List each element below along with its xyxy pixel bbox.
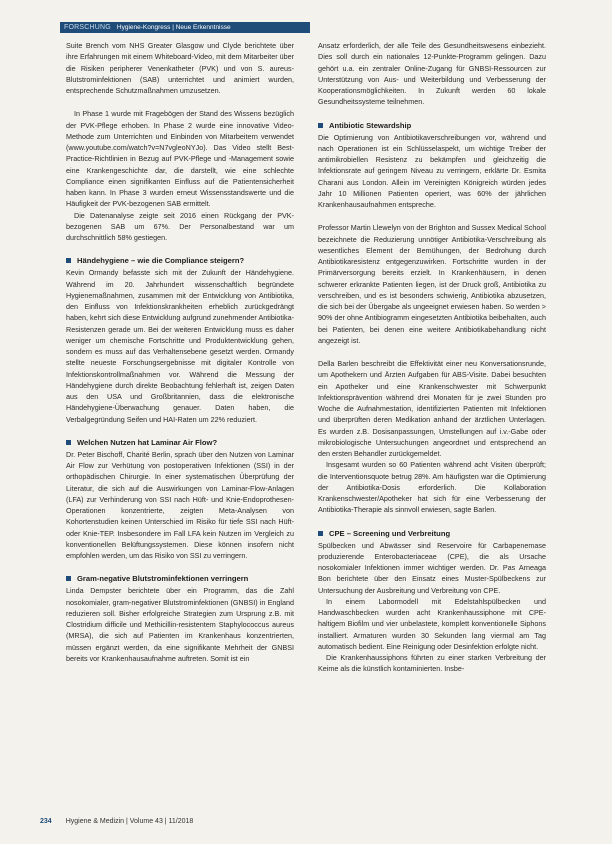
square-bullet-icon: [318, 531, 323, 536]
square-bullet-icon: [66, 258, 71, 263]
page-footer: [40, 818, 193, 825]
section-heading-gram: Gram-negative Blutstrominfektionen verringern: [66, 573, 294, 584]
article-title: Hygiene-Kongress | Neue Erkenntnisse: [116, 24, 231, 31]
section-heading-cpe: CPE – Screening und Verbreitung: [318, 528, 546, 539]
paragraph: Kevin Ormandy befasste sich mit der Zukunft der Händehygiene. Während im 20. Jahrhundert wissenschaftlich begründete Hygienemaßnahmen, zusammen mit der Entwicklung von Antibiotika, den Einfluss von Infektionskrankheiten erheblich zurückgedrängt haben, kehrt sich diese Entwicklung aufgrund zunehmender Antibiotika-Resistenzen gerade um. Bei der weiteren Entwicklung muss es daher weniger um chemische Fortschritte und Produktentwicklung gehen, sondern es muss auf das Verhaltensebene gesetzt werden. Ormandy stellte neueste Forschungsergebnisse mit digitaler Kontrolle von Infektionskontrollmaßnahmen vor. Während die Messung der Händehygiene durch direkte Beobachtung fehlerhaft ist, zeigen Daten aus den USA und Großbritannien, dass die elektronische Händehygiene-Überwachung genauer. Daten haben, die Verbalgegründung Seifen und HAI-Raten um 22% reduziert.: [66, 268, 294, 424]
paragraph: Linda Dempster berichtete über ein Programm, das die Zahl nosokomialer, gram-negativer Blutstrominfektionen (GNBSI) in England reduzieren soll. Bisher erfolgreiche Strategien zum Ursprung z.B. mit Clostridium difficile und Methicillin-resistentem Staphylococcus aureus (MRSA), die sich auf Patienten im Krankenhaus konzentrierten, müssen ergänzt werden, da eine signifikante Mehrheit der GNBSI bereits vor Krankenhausaufnahme auftreten. Somit ist ein: [66, 586, 294, 663]
paragraph: Die Datenanalyse zeigte seit 2016 einen Rückgang der PVK-bezogenen SAB um 67%. Der Personalbestand war um durchschnittlich 58% gestiegen.: [66, 210, 294, 242]
paragraph: Die Krankenhaussiphons führten zu einer starken Verbreitung der Keime als die künstlich kontaminierten. Insbe-: [318, 653, 546, 674]
journal-citation: Hygiene & Medizin | Volume 43 | 11/2018: [65, 818, 194, 825]
square-bullet-icon: [66, 440, 71, 445]
paragraph: Professor Martin Llewelyn von der Brighton and Sussex Medical School bezeichnete die Reduzierung unnötiger Antibiotika-Verschreibung als wesentliches Element der Bemühungen, der Bedrohung durch Antibiotikaresistenz entgegenzuwirken. Fortschritte wurden in der Primärversorgung bereits erzielt. In Krankenhäusern, in denen schwerer erkrankte Patienten liegen, ist der Druck groß, Antibiotika zu verschreiben, und es ist besonders schwierig, Antibiotika abzusetzen, die sich bei der Übergabe als ungeeignet erwiesen haben. So werden > 90% der ohne Antibiogramm eingesetzten Antibiotika beibehalten, auch bei Patienten, bei denen eine weitere Antibiotikabehandlung nicht angezeigt ist.: [318, 223, 546, 345]
square-bullet-icon: [66, 576, 71, 581]
section-heading-laminar: Welchen Nutzen hat Laminar Air Flow?: [66, 437, 294, 448]
section-heading-haendehygiene: Händehygiene – wie die Compliance steigern?: [66, 255, 294, 266]
square-bullet-icon: [318, 123, 323, 128]
page-number: 234: [40, 818, 52, 825]
paragraph: Insgesamt wurden so 60 Patienten während acht Visiten überprüft; die Interventionsquote betrug 28%. Am häufigsten war die Optimierung der Antibiotika-Dosis erforderlich. Die Kollaboration Krankenschwester/Apotheker hat sich für eine Verbesserung der Antibiotika-Therapie als sinnvoll erwiesen, sagte Barlen.: [318, 460, 546, 515]
paragraph: Ansatz erforderlich, der alle Teile des Gesundheitswesens einbezieht. Dies soll durch ein nationales 12-Punkte-Programm gelingen. Dazu gehört u.a. ein zentraler Online-Zugang für GNBSI-Ressourcen zur Unterstützung von Aus- und Weiterbildung und Verbesserung der Kooperationsmöglichkeiten. In Zukunft werden 60 lokale Gesundheitssysteme teilnehmen.: [318, 41, 546, 107]
paragraph: Spülbecken und Abwässer sind Reservoire für Carbapenemase produzierende Enterobacteriaceae (CPE), die als Ursache nosokomialer Infektionen immer wichtiger werden. Dr. Pas Arneaga Bon berichtete über den Einsatz eines Muster-Spülbeckens zur Untersuchung der Ausbreitung und Verbreitung von CPE.: [318, 540, 546, 595]
paragraph: Suite Brench vom NHS Greater Glasgow und Clyde berichtete über ihre Erfahrungen mit einem Whiteboard-Video, mit dem Mitarbeiter über die Risiken peripherer Venenkatheter (PVK) und von S. aureus-Blutstrominfektionen (SAB) unterrichtet und animiert wurden, entsprechende Schutzmaßnahmen umzusetzen.: [66, 41, 294, 95]
paragraph: In Phase 1 wurde mit Fragebögen der Stand des Wissens bezüglich der PVK-Pflege erhoben. In Phase 2 wurde eine innovative Video-Methode zum Unterrichten und Einbinden von Mitarbeitern verwendet (www.youtube.com/watch?v=N7vgleoNYJo). Das Video stellt Best-Practice-Richtlinien in Bezug auf PVK-Pflege und -Management sowie eine Krankengeschichte dar, die darstellt, wie eine schlechte Compliance einen signifikanten Einfluss auf die Patientensicherheit haben kann. In Phase 3 wurden erneut Wissensstandswerte und die Häufigkeit der PVK-bezogenen SAB ermittelt.: [66, 109, 294, 209]
paragraph: In einem Labormodell mit Edelstahlspülbecken und Handwaschbecken wurden acht Krankenhaussiphone mit CPE-haltigem Biofilm und vier unbelastete, komplett konventionelle Siphons installiert. Armaturen wurden 30 Sekunden lang viermal am Tag automatisch bedient. Eine Reinigung oder Desinfektion erfolgte nicht.: [318, 596, 546, 651]
paragraph: Die Optimierung von Antibiotikaverschreibungen vor, während und nach Operationen ist ein Schlüsselaspekt, um wichtige Treiber der antimikrobiellen Resistenz zu bekämpfen und gleichzeitig die Infektionsrate auf geringem Niveau zu verringern, erklärte Dr. Esmita Charani aus London. Allein im Vereinigten Königreich würden jedes Jahr 10 Millionen Patienten operiert, was 60% der jährlichen Krankenhausaufnahmen entspreche.: [318, 132, 546, 209]
section-label: FORSCHUNG: [64, 24, 111, 31]
header-bar: [60, 22, 310, 33]
paragraph: Dr. Peter Bischoff, Charité Berlin, sprach über den Nutzen von Laminar Air Flow zur Verhütung von postoperativen Infektionen (SSI) in der orthopädischen Chirurgie. In einer systematischen Überprüfung der Literatur, die sich auf die Auswirkungen von Laminar-Flow-Anlagen (LFA) zur Verhinderung von SSI nach Hüft- und Knie-Endoprothesen-Operationen konzentrierte, zeigten Meta-Analysen von Kohortenstudien keinen Unterschied im Risiko für tiefe SSI nach Hüft- oder Knie-TEP. Insbesondere im Fall LFA kein Nutzen im Vergleich zu konventionellen Belüftungssystemen. Diese können insofern nicht empfohlen werden, um das Risiko von SSI zu verringern.: [66, 449, 294, 560]
left-column: [66, 40, 294, 820]
right-column: [318, 40, 546, 820]
paragraph: Della Barlen beschreibt die Effektivität einer neu Konversationsrunde, um Apothekern und Ärzten Aufgaben für ABS-Visite. Dabei besuchten ein Apotheker und eine Krankenschwester mit Schwerpunkt Infektionsprävention während drei Monaten für je zwei Stunden pro Woche die Aufnahmestation, identifizierten Patienten mit Infektionen und überprüften deren Medikation anhand der ärztlichen Unterlagen. Es wurden z.B. Dosisanpassungen, Umstellungen auf i.v.-Gabe oder mikrobiologische Untersuchungen angeordnet und entsprechend an den ersten Behandler zurückgemeldet.: [318, 359, 546, 458]
section-heading-antibiotic: Antibiotic Stewardship: [318, 120, 546, 131]
